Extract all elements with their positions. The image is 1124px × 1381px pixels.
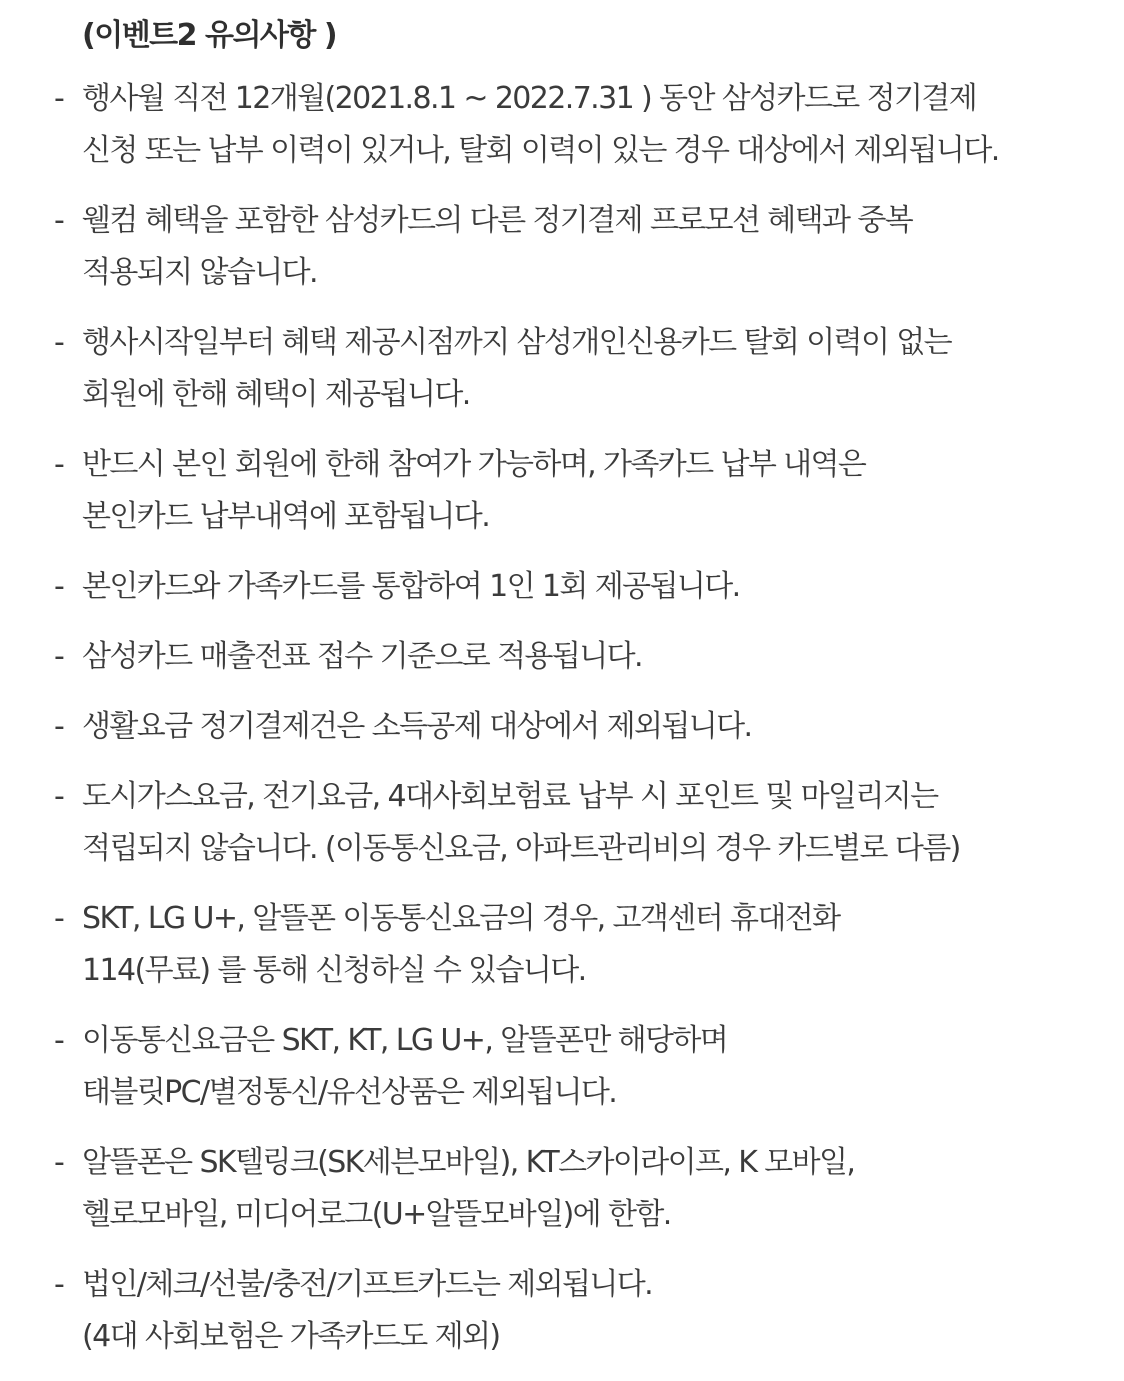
notice-text-line: SKT, LG U+, 알뜰폰 이동통신요금의 경우, 고객센터 휴대전화 bbox=[82, 901, 840, 936]
notice-text-line: 생활요금 정기결제건은 소득공제 대상에서 제외됩니다. bbox=[82, 709, 752, 744]
notice-item-12 bbox=[52, 1259, 1112, 1363]
notice-text-line: 본인카드 납부내역에 포함됩니다. bbox=[82, 499, 490, 534]
dash-bullet: - bbox=[54, 569, 65, 604]
notice-item-2 bbox=[52, 195, 1112, 299]
notice-item-5 bbox=[52, 561, 1112, 613]
dash-bullet: - bbox=[54, 1267, 65, 1302]
notice-text-line: 헬로모바일, 미디어로그(U+알뜰모바일)에 한함. bbox=[82, 1197, 671, 1232]
dash-bullet: - bbox=[54, 901, 65, 936]
notice-item-3 bbox=[52, 317, 1112, 421]
dash-bullet: - bbox=[54, 1145, 65, 1180]
notice-text-line: 웰컴 혜택을 포함한 삼성카드의 다른 정기결제 프로모션 혜택과 중복 bbox=[82, 203, 913, 238]
notice-list bbox=[52, 73, 1112, 1381]
notice-text-line: 알뜰폰은 SK텔링크(SK세븐모바일), KT스카이라이프, K 모바일, bbox=[82, 1145, 855, 1180]
dash-bullet: - bbox=[54, 639, 65, 674]
notice-text-line: (4대 사회보험은 가족카드도 제외) bbox=[82, 1319, 500, 1354]
dash-bullet: - bbox=[54, 203, 65, 238]
notice-item-10 bbox=[52, 1015, 1112, 1119]
notice-text-line: 이동통신요금은 SKT, KT, LG U+, 알뜰폰만 해당하며 bbox=[82, 1023, 728, 1058]
notice-item-8 bbox=[52, 771, 1112, 875]
dash-bullet: - bbox=[54, 709, 65, 744]
notice-text-line: 회원에 한해 혜택이 제공됩니다. bbox=[82, 377, 470, 412]
notice-text-line: 신청 또는 납부 이력이 있거나, 탈회 이력이 있는 경우 대상에서 제외됩니다. bbox=[82, 133, 999, 168]
notice-text-line: 적립되지 않습니다. (이동통신요금, 아파트관리비의 경우 카드별로 다름) bbox=[82, 831, 960, 866]
notice-text-line: 반드시 본인 회원에 한해 참여가 가능하며, 가족카드 납부 내역은 bbox=[82, 447, 866, 482]
notice-item-7 bbox=[52, 701, 1112, 753]
notice-text-line: 행사시작일부터 혜택 제공시점까지 삼성개인신용카드 탈회 이력이 없는 bbox=[82, 325, 952, 360]
notice-item-9 bbox=[52, 893, 1112, 997]
notice-item-6 bbox=[52, 631, 1112, 683]
notice-item-4 bbox=[52, 439, 1112, 543]
dash-bullet: - bbox=[54, 325, 65, 360]
notice-text-line: 적용되지 않습니다. bbox=[82, 255, 317, 290]
notice-text-line: 본인카드와 가족카드를 통합하여 1인 1회 제공됩니다. bbox=[82, 569, 740, 604]
notice-item-1 bbox=[52, 73, 1112, 177]
notice-text-line: 114(무료) 를 통해 신청하실 수 있습니다. bbox=[82, 953, 586, 988]
notice-text-line: 행사월 직전 12개월(2021.8.1 ~ 2022.7.31 ) 동안 삼성카드로 정기결제 bbox=[82, 81, 977, 116]
notice-text-line: 도시가스요금, 전기요금, 4대사회보험료 납부 시 포인트 및 마일리지는 bbox=[82, 779, 938, 814]
dash-bullet: - bbox=[54, 447, 65, 482]
notice-item-11 bbox=[52, 1137, 1112, 1241]
notice-text-line: 법인/체크/선불/충전/기프트카드는 제외됩니다. bbox=[82, 1267, 653, 1302]
notice-text-line: 태블릿PC/별정통신/유선상품은 제외됩니다. bbox=[82, 1075, 617, 1110]
dash-bullet: - bbox=[54, 1023, 65, 1058]
notice-text-line: 삼성카드 매출전표 접수 기준으로 적용됩니다. bbox=[82, 639, 642, 674]
notice-title: (이벤트2 유의사항 ) bbox=[82, 18, 337, 53]
dash-bullet: - bbox=[54, 779, 65, 814]
dash-bullet: - bbox=[54, 81, 65, 116]
